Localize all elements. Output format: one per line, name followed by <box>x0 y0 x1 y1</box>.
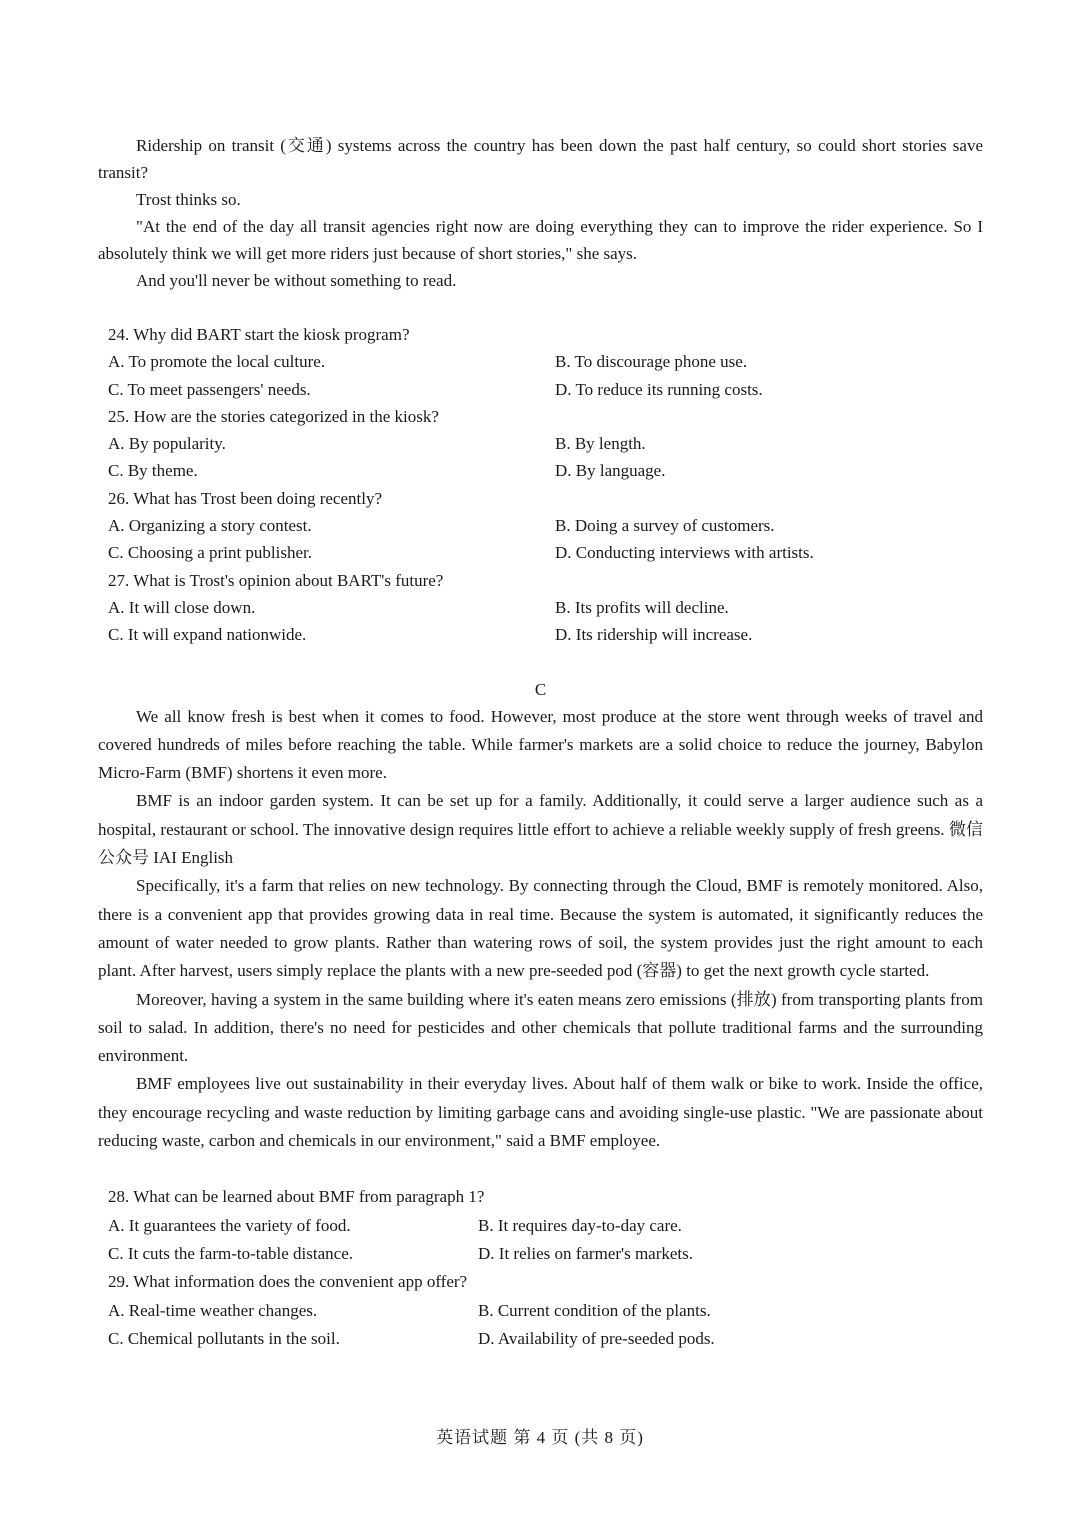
option-b: B. By length. <box>555 434 646 454</box>
passage-paragraph: BMF is an indoor garden system. It can be set up for a family. Additionally, it could serve a larger audience such as a hospital, restaurant or school. The innovative design requires little effort to achieve a reliable weekly supply of fresh greens. 微信公众号 IAI English <box>98 791 983 868</box>
option-c: C. Chemical pollutants in the soil. <box>108 1328 340 1348</box>
question-26 <box>98 485 983 567</box>
option-d: D. By language. <box>555 461 666 481</box>
option-a: A. Organizing a story contest. <box>108 516 312 536</box>
option-c: C. By theme. <box>108 461 198 481</box>
option-d: D. Conducting interviews with artists. <box>555 543 814 563</box>
option-d: D. Availability of pre-seeded pods. <box>478 1328 715 1348</box>
passage-paragraph: Specifically, it's a farm that relies on new technology. By connecting through the Cloud, BMF is remotely monitored. Also, there is a convenient app that provides growing data in real time. Because the system is automated, it significantly reduces the amount of water needed to grow plants. Rather than watering rows of soil, the system provides just the right amount to each plant. After harvest, users simply replace the plants with a new pre-seeded pod (容器) to get the next growth cycle started. <box>98 876 983 981</box>
passage-paragraph: We all know fresh is best when it comes to food. However, most produce at the store went through weeks of travel and covered hundreds of miles before reaching the table. While farmer's markets are a solid choice to reduce the journey, Babylon Micro-Farm (BMF) shortens it even more. <box>98 706 983 783</box>
option-c: C. It will expand nationwide. <box>108 625 307 645</box>
option-c: C. To meet passengers' needs. <box>108 379 311 399</box>
question-25 <box>98 403 983 485</box>
option-b: B. Current condition of the plants. <box>478 1300 711 1320</box>
option-a: A. It guarantees the variety of food. <box>108 1215 351 1235</box>
question-29 <box>98 1268 983 1353</box>
question-28 <box>98 1183 983 1268</box>
option-a: A. It will close down. <box>108 597 256 617</box>
page-footer: 英语试题 第 4 页 (共 8 页) <box>436 1428 644 1447</box>
passage-paragraph: Ridership on transit (交通) systems across the country has been down the past half century, so could short stories save transit? <box>98 136 983 182</box>
question-stem: 25. How are the stories categorized in the kiosk? <box>108 406 439 426</box>
section-title: C <box>534 679 547 699</box>
passage-paragraph: Trost thinks so. <box>136 190 241 209</box>
question-stem: 26. What has Trost been doing recently? <box>108 488 383 508</box>
option-a: A. To promote the local culture. <box>108 352 326 372</box>
exam-page <box>98 132 983 1353</box>
option-a: A. By popularity. <box>108 434 226 454</box>
passage-paragraph: Moreover, having a system in the same building where it's eaten means zero emissions (排放) from transporting plants from soil to salad. In addition, there's no need for pesticides and other chemicals that pollute traditional farms and the surrounding environment. <box>98 989 983 1066</box>
question-stem: 27. What is Trost's opinion about BART's future? <box>108 570 444 590</box>
question-27 <box>98 567 983 649</box>
option-b: B. It requires day-to-day care. <box>478 1215 682 1235</box>
question-stem: 29. What information does the convenient app offer? <box>108 1272 468 1292</box>
passage-paragraph: And you'll never be without something to read. <box>136 271 457 290</box>
option-b: B. Doing a survey of customers. <box>555 516 775 536</box>
passage-paragraph: "At the end of the day all transit agencies right now are doing everything they can to improve the rider experience. So I absolutely think we will get more riders just because of short stories," she says. <box>98 217 983 263</box>
question-24 <box>98 321 983 403</box>
option-d: D. To reduce its running costs. <box>555 379 763 399</box>
option-b: B. Its profits will decline. <box>555 597 729 617</box>
passage-paragraph: BMF employees live out sustainability in their everyday lives. About half of them walk or bike to work. Inside the office, they encourage recycling and waste reduction by limiting garbage cans and avoiding single-use plastic. "We are passionate about reducing waste, carbon and chemicals in our environment," said a BMF employee. <box>98 1074 983 1151</box>
option-d: D. It relies on farmer's markets. <box>478 1243 694 1263</box>
question-stem: 24. Why did BART start the kiosk program? <box>108 325 410 344</box>
option-c: C. Choosing a print publisher. <box>108 543 312 563</box>
option-a: A. Real-time weather changes. <box>108 1300 318 1320</box>
option-b: B. To discourage phone use. <box>555 352 748 372</box>
question-stem: 28. What can be learned about BMF from paragraph 1? <box>108 1187 485 1207</box>
option-c: C. It cuts the farm-to-table distance. <box>108 1243 353 1263</box>
option-d: D. Its ridership will increase. <box>555 625 753 645</box>
